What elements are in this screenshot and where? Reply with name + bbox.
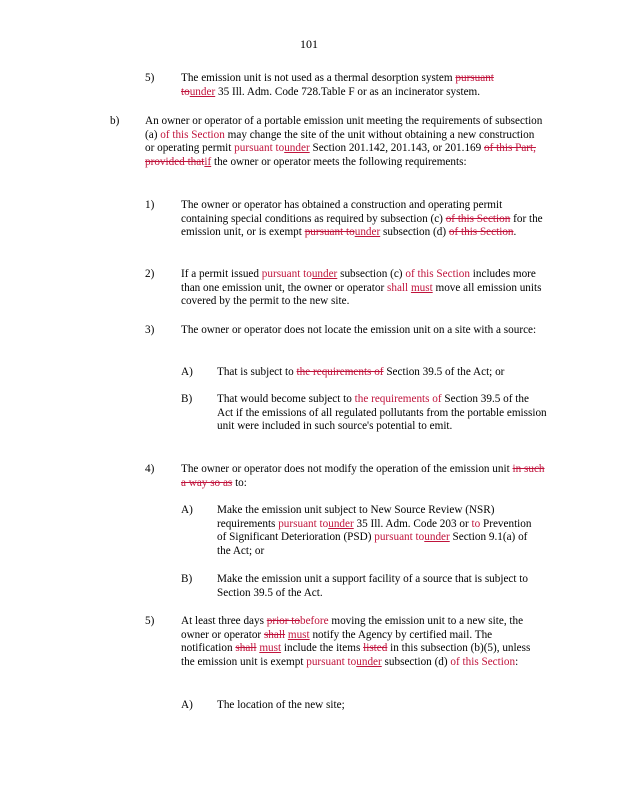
item-5-thermal-desorption [181, 72, 526, 99]
deleted-text: of this Section [445, 212, 511, 225]
inserted-text: to [471, 517, 481, 530]
item-number: 5) [145, 72, 155, 84]
item-number: b) [110, 115, 120, 127]
text-run: for the emission unit, or is exempt [181, 212, 543, 239]
text-run: subsection (d) [380, 226, 449, 239]
item-number: A) [181, 504, 193, 516]
inserted-text: pursuant to [306, 655, 357, 668]
text-run: That is subject to [217, 366, 297, 378]
text-run: The owner or operator has obtained a construction and operating permit containing special conditions as required by subsection (c) [181, 199, 503, 225]
text-run: include the items [281, 642, 364, 655]
text-run: The owner or operator does not modify the operation of the emission unit [181, 463, 513, 475]
item-number: A) [181, 699, 193, 711]
deleted-text: shall [263, 628, 286, 641]
deleted-text: shall [235, 642, 257, 655]
text-run: move all emission units covered by the permit to the new site. [181, 281, 542, 308]
deleted-text: listed [363, 642, 388, 655]
inserted-underlined-text: under [189, 85, 216, 98]
deleted-text: of this Section [448, 226, 514, 239]
inserted-text: the requirements of [354, 393, 442, 405]
text-run: The location of the new site; [217, 699, 345, 711]
text-run: The owner or operator does not locate the emission unit on a site with a source: [181, 324, 537, 336]
text-run: At least three days [181, 615, 267, 627]
inserted-underlined-text: under [311, 268, 338, 280]
text-run: That would become subject to [217, 393, 355, 405]
text-run: Section 39.5 of the Act; or [383, 366, 505, 378]
text-run: the owner or operator meets the following requirements: [211, 155, 467, 168]
item-number: 2) [145, 268, 155, 280]
inserted-text: shall [387, 281, 409, 294]
item-4a-nsr [217, 504, 542, 558]
deleted-text: of this Part, provided that [145, 142, 536, 168]
text-run: Section 201.142, 201.143, or 201.169 [309, 142, 485, 155]
inserted-text: before [300, 615, 329, 627]
item-3b-become-subject [217, 393, 547, 434]
text-run: : [515, 655, 519, 668]
deleted-text: prior to [266, 615, 300, 627]
inserted-text: of this Section [405, 268, 470, 280]
inserted-underlined-text: must [287, 628, 310, 641]
text-run: . [513, 226, 517, 239]
text-run: subsection (c) [337, 268, 406, 280]
text-run: An owner or operator of a portable emission unit meeting the requirements of subsection (a) [145, 115, 543, 141]
text-run: Prevention of Significant Deterioration (PSD) [217, 517, 532, 544]
item-number: B) [181, 573, 193, 585]
item-number: 4) [145, 463, 155, 475]
item-number: B) [181, 393, 193, 405]
item-3a-subject-section [217, 366, 547, 380]
item-4-no-modify [181, 463, 546, 490]
item-4b-support-facility [217, 573, 552, 600]
text-run: may change the site of the unit without obtaining a new construction or operating permit [145, 128, 535, 155]
text-run: Make the emission unit subject to New Source Review (NSR) requirements [217, 504, 495, 530]
inserted-underlined-text: under [328, 517, 354, 530]
item-5a-location [217, 699, 547, 713]
text-run: Make the emission unit a support facility of a source that is subject to Section 39.5 of the Act. [217, 573, 529, 599]
inserted-text: pursuant to [261, 268, 312, 280]
text-run: notify the Agency by certified mail. The notification [181, 628, 493, 655]
text-run: to: [232, 476, 247, 489]
inserted-text: pursuant to [374, 531, 425, 544]
inserted-underlined-text: must [410, 281, 433, 294]
inserted-text: of this Section [450, 655, 516, 668]
inserted-text: pursuant to [234, 142, 285, 155]
text-run: 35 Ill. Adm. Code 203 or [353, 517, 472, 530]
inserted-underlined-text: must [259, 642, 282, 655]
deleted-text: in such a way so as [181, 463, 545, 489]
item-number: A) [181, 366, 193, 378]
item-3-site-location [181, 324, 546, 338]
text-run: in this subsection (b)(5), unless the emission unit is exempt [181, 642, 531, 668]
subsection-b-paragraph [145, 115, 545, 169]
text-run: subsection (d) [381, 655, 451, 668]
inserted-underlined-text: under [424, 531, 450, 544]
text-run: includes more than one emission unit, the owner or operator [181, 268, 536, 294]
item-number: 5) [145, 615, 155, 627]
item-5-notify-agency [181, 615, 546, 669]
item-number: 3) [145, 324, 155, 336]
inserted-underlined-text: if [204, 155, 212, 168]
text-run: moving the emission unit to a new site, the owner or operator [181, 615, 524, 641]
text-run: Section 39.5 of the Act if the emissions of all regulated pollutants from the portable emission unit were included in such source's potential to emit. [217, 393, 547, 433]
text-run: The emission unit is not used as a thermal desorption system [181, 72, 456, 84]
page-number: 101 [300, 37, 318, 51]
item-number: 1) [145, 199, 155, 211]
inserted-text: of this Section [160, 128, 225, 141]
deleted-text: pursuant to [181, 72, 494, 98]
item-1-permit [181, 199, 546, 240]
deleted-text: pursuant to [304, 226, 355, 239]
text-run: Section 9.1(a) of the Act; or [217, 531, 528, 557]
inserted-underlined-text: under [284, 142, 310, 155]
deleted-text: the requirements of [296, 366, 384, 378]
inserted-underlined-text: under [354, 226, 381, 239]
inserted-underlined-text: under [356, 655, 382, 668]
text-run: If a permit issued [181, 268, 262, 280]
text-run: 35 Ill. Adm. Code 728.Table F or as an incinerator system. [215, 85, 481, 98]
inserted-text: pursuant to [278, 517, 329, 530]
item-2-multiple-units [181, 268, 546, 309]
